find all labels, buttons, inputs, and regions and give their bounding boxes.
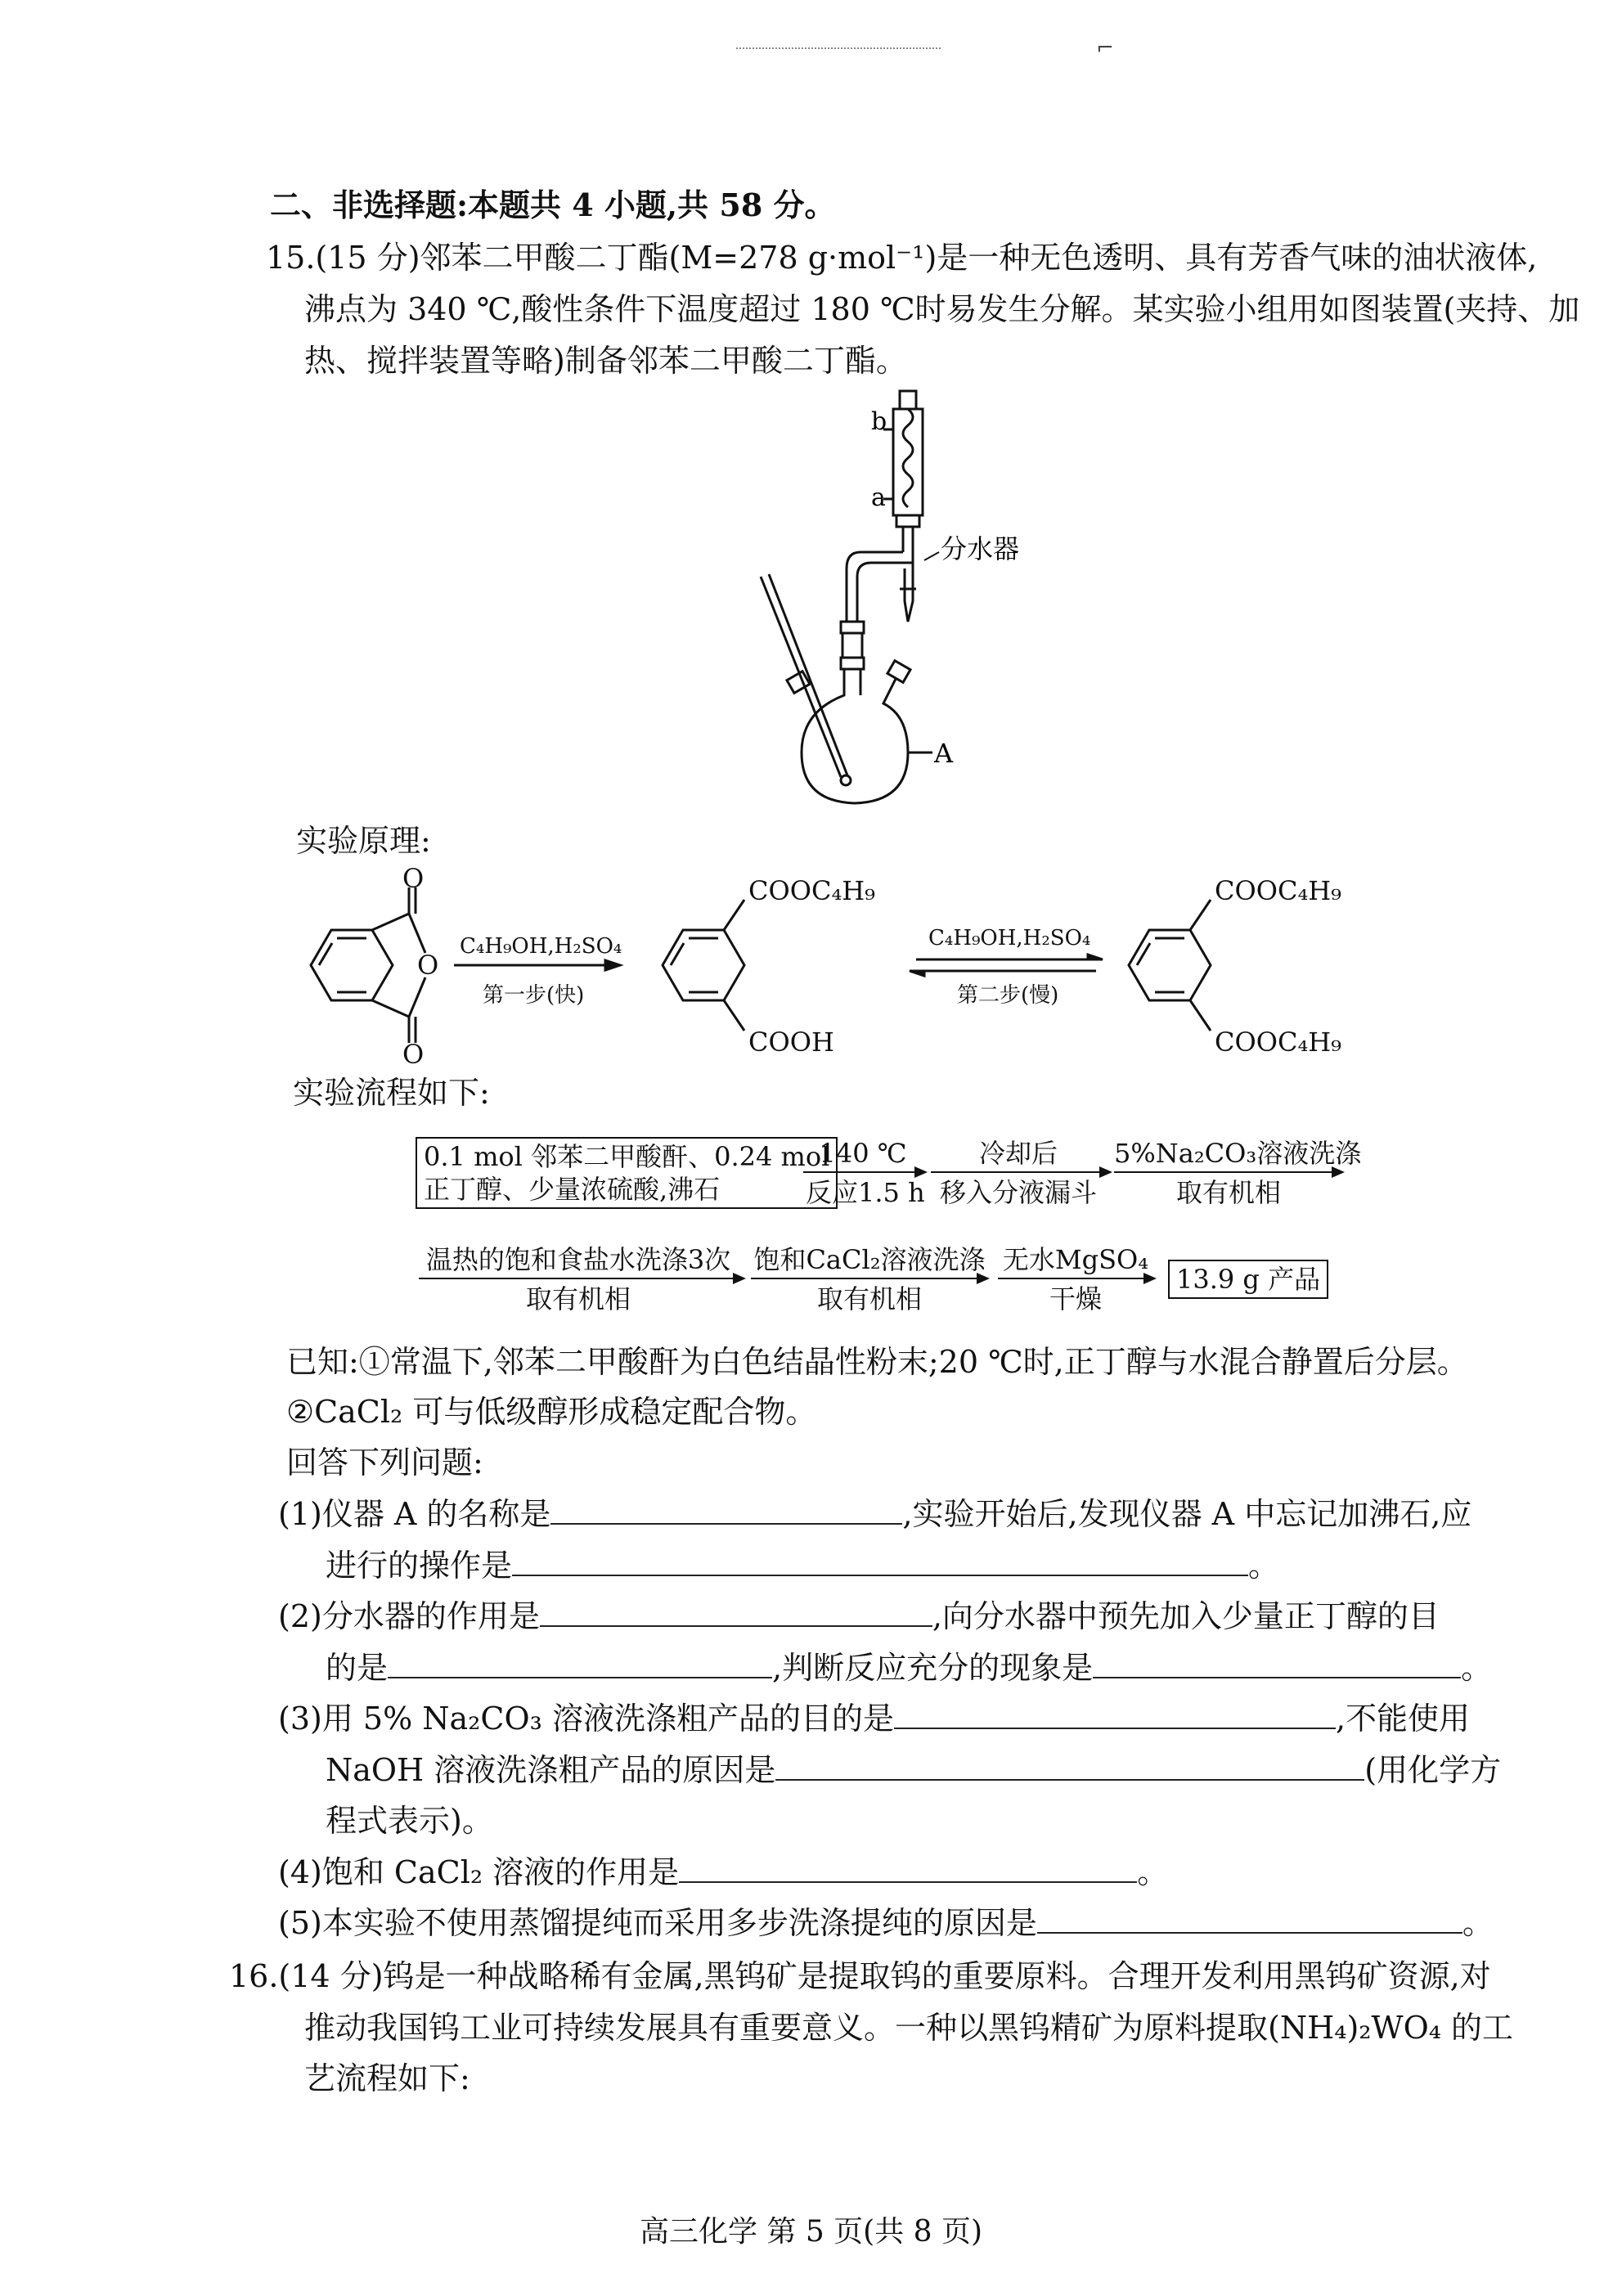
step-2-label: 第二步(慢) [957, 983, 1059, 1008]
reagent-2: C₄H₉OH,H₂SO₄ [928, 926, 1091, 950]
q15-line3: 热、搅拌装置等略)制备邻苯二甲酸二丁酯。 [304, 343, 907, 379]
q15-2-cont [326, 1649, 1492, 1687]
label-flask-A: A [934, 738, 954, 769]
anhydride-o-bottom: O [402, 1039, 425, 1067]
answer-prompt: 回答下列问题: [286, 1445, 483, 1480]
flow-a4-top: 温热的饱和食盐水洗涤3次 [425, 1244, 731, 1275]
flow-arrow-5 [751, 1278, 988, 1279]
q15-2-d: ,判断反应充分的现象是 [772, 1650, 1094, 1686]
reaction-scheme [278, 863, 1423, 1067]
flow-a4-bottom: 取有机相 [525, 1283, 631, 1314]
anhydride-o-ring: O [417, 950, 439, 981]
section-title: 二、非选择题:本题共 4 小题,共 58 分。 [270, 186, 836, 223]
flow-arrow-6 [998, 1278, 1155, 1279]
answer-blank-2b[interactable] [388, 1649, 772, 1678]
q15-5-period: 。 [1462, 1905, 1494, 1941]
flow-a2-top: 冷却后 [978, 1138, 1058, 1169]
flow-title: 实验流程如下: [293, 1075, 490, 1111]
flow-a3-top: 5%Na₂CO₃溶液洗涤 [1114, 1138, 1362, 1169]
answer-blank-3b[interactable] [775, 1751, 1364, 1781]
label-separator: 分水器 [941, 533, 1020, 564]
page-footer: 高三化学 第 5 页(共 8 页) [639, 2215, 983, 2249]
q15-3-cont [326, 1751, 1501, 1789]
q16-line1: 16.(14 分)钨是一种战略稀有金属,黑钨矿是提取钨的重要原料。合理开发利用黑钨矿资源,对 [229, 1958, 1491, 1994]
q15-2-period: 。 [1461, 1650, 1493, 1686]
answer-blank-3a[interactable] [894, 1700, 1336, 1729]
answer-blank-2a[interactable] [540, 1597, 932, 1627]
q15-5-a: (5)本实验不使用蒸馏提纯而采用多步洗涤提纯的原因是 [278, 1905, 1037, 1941]
flow-box1-line1: 0.1 mol 邻苯二甲酸酐、0.24 mol [424, 1141, 830, 1172]
q15-1-a: (1)仪器 A 的名称是 [278, 1496, 551, 1532]
principle-title: 实验原理: [296, 823, 431, 859]
flow-a3-bottom: 取有机相 [1175, 1177, 1281, 1208]
q16-line2: 推动我国钨工业可持续发展具有重要意义。一种以黑钨精矿为原料提取(NH₄)₂WO₄ 的工 [304, 2010, 1514, 2046]
q15-4 [278, 1853, 1168, 1891]
flow-product-box: 13.9 g 产品 [1168, 1260, 1328, 1299]
q15-2-a: (2)分水器的作用是 [278, 1598, 540, 1634]
q15-line2: 沸点为 340 ℃,酸性条件下温度超过 180 ℃时易发生分解。某实验小组用如图装置(夹持、加 [304, 291, 1580, 327]
q15-5 [278, 1904, 1494, 1942]
q15-1-c: 进行的操作是 [326, 1548, 513, 1584]
flow-a5-top: 饱和CaCl₂溶液洗涤 [753, 1244, 986, 1275]
q15-line1: 15.(15 分)邻苯二甲酸二丁酯(M=278 g·mol⁻¹)是一种无色透明、具有芳香气味的油状液体, [266, 240, 1538, 276]
flow-box1-line2: 正丁醇、少量浓硫酸,沸石 [424, 1174, 721, 1205]
q15-3-a: (3)用 5% Na₂CO₃ 溶液洗涤粗产品的目的是 [278, 1701, 894, 1737]
flow-a1-top: 140 ℃ [819, 1138, 907, 1169]
q15-3-d: (用化学方 [1364, 1752, 1502, 1788]
flow-a2-bottom: 移入分液漏斗 [939, 1177, 1097, 1208]
answer-blank-4[interactable] [679, 1853, 1137, 1883]
q15-1 [278, 1495, 1471, 1533]
flow-arrow-3 [1114, 1171, 1343, 1173]
q15-3-b: ,不能使用 [1335, 1701, 1471, 1737]
flow-arrow-2 [931, 1171, 1111, 1173]
q15-3-c: NaOH 溶液洗涤粗产品的原因是 [326, 1752, 776, 1788]
label-b: b [871, 407, 887, 436]
flow-start-box [416, 1137, 838, 1209]
flow-a5-bottom: 取有机相 [816, 1283, 922, 1314]
q15-4-a: (4)饱和 CaCl₂ 溶液的作用是 [278, 1854, 680, 1890]
flow-arrow-4 [419, 1278, 744, 1279]
q15-3 [278, 1700, 1470, 1737]
step-1-label: 第一步(快) [483, 983, 585, 1008]
known-2: ②CaCl₂ 可与低级醇形成稳定配合物。 [286, 1394, 817, 1430]
reagent-1: C₄H₉OH,H₂SO₄ [460, 934, 622, 959]
flow-a6-bottom: 干燥 [1049, 1283, 1102, 1314]
answer-blank-1b[interactable] [512, 1547, 1248, 1576]
q15-1-b: ,实验开始后,发现仪器 A 中忘记加沸石,应 [902, 1496, 1472, 1532]
apparatus-diagram [753, 384, 1080, 826]
q15-1-cont [326, 1547, 1279, 1584]
q15-2-b: ,向分水器中预先加入少量正丁醇的目 [932, 1598, 1440, 1634]
header-dotted-line [736, 47, 941, 49]
flow-a6-top: 无水MgSO₄ [1002, 1244, 1149, 1275]
q15-2 [278, 1597, 1440, 1635]
prod-group-ester-1: COOC₄H₉ [1215, 875, 1341, 906]
mid-group-acid: COOH [748, 1027, 834, 1058]
answer-blank-5[interactable] [1037, 1904, 1462, 1934]
answer-blank-1a[interactable] [550, 1495, 902, 1525]
prod-group-ester-2: COOC₄H₉ [1215, 1027, 1341, 1058]
flow-a1-bottom: 反应1.5 h [806, 1177, 925, 1208]
mid-group-ester: COOC₄H₉ [748, 875, 875, 906]
q15-1-period: 。 [1248, 1548, 1280, 1584]
q15-3-e: 程式表示)。 [326, 1803, 493, 1839]
q15-4-period: 。 [1137, 1854, 1169, 1890]
answer-blank-2c[interactable] [1093, 1649, 1461, 1678]
q16-line3: 艺流程如下: [304, 2060, 470, 2096]
label-a: a [871, 483, 886, 512]
known-1: 已知:①常温下,邻苯二甲酸酐为白色结晶性粉末;20 ℃时,正丁醇与水混合静置后分层。 [286, 1344, 1468, 1380]
anhydride-o-top: O [402, 863, 425, 894]
flow-arrow-1 [803, 1171, 926, 1173]
q15-2-c: 的是 [326, 1650, 389, 1686]
header-mark: ⌐ [1096, 36, 1114, 61]
